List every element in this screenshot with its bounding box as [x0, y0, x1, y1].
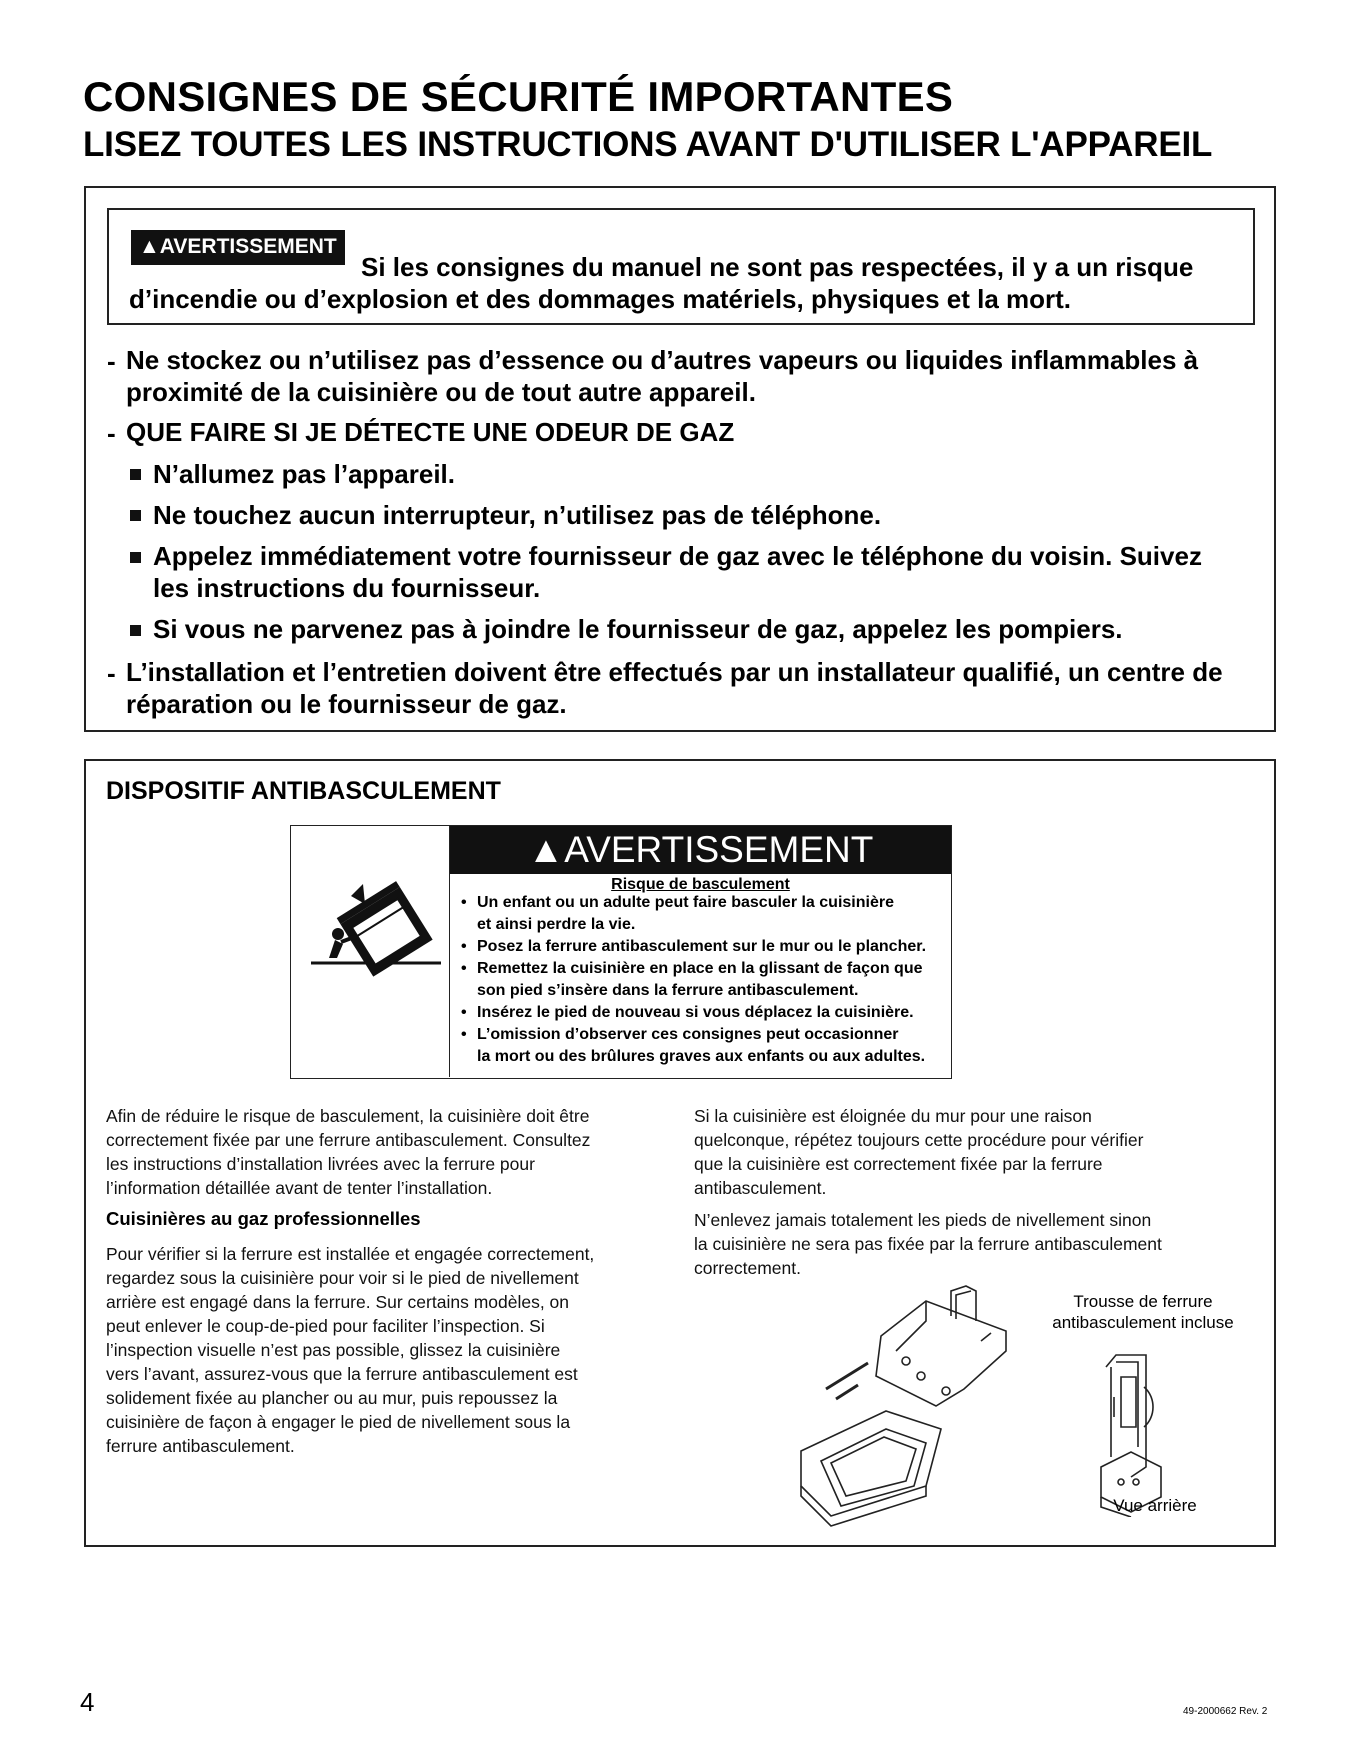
sub-item1: N’allumez pas l’appareil. [153, 459, 455, 489]
left-heading: Cuisinières au gaz professionnelles [106, 1208, 421, 1229]
square-bullet-icon [130, 510, 141, 521]
square-bullet-icon [130, 625, 141, 636]
tip-bullet: • Un enfant ou un adulte peut faire basculer la cuisinière [461, 894, 894, 911]
tip-bullet-cont: la mort ou des brûlures graves aux enfants ou aux adultes. [477, 1048, 926, 1065]
page-number: 4 [80, 1687, 95, 1717]
tip-over-illustration [291, 826, 450, 1077]
tip-bullet: • Insérez le pied de nouveau si vous déplacez la cuisinière. [461, 1004, 914, 1021]
page-subtitle: LISEZ TOUTES LES INSTRUCTIONS AVANT D'UTILISER L'APPAREIL [83, 125, 1213, 164]
warning-triangle-icon: ▲ [139, 235, 160, 258]
item3-line2: réparation ou le fournisseur de gaz. [126, 689, 567, 719]
antitip-title: DISPOSITIF ANTIBASCULEMENT [106, 777, 501, 805]
tip-bullet: • Posez la ferrure antibasculement sur le mur ou le plancher. [461, 938, 927, 955]
right-paragraph-2: N’enlevez jamais totalement les pieds de nivellement sinon la cuisinière ne sera pas fixée par la ferrure antibasculement correctement. [694, 1210, 1162, 1278]
right-paragraph-1: Si la cuisinière est éloignée du mur pour une raison quelconque, répétez toujours cette procédure pour vérifier que la cuisinière est correctement fixée par la ferrure antibasculement. [694, 1106, 1144, 1198]
tip-bullet: • L’omission d’observer ces consignes peut occasionner [461, 1026, 899, 1043]
tip-warning-subtitle: Risque de basculement [611, 876, 790, 893]
item3-line1: L’installation et l’entretien doivent être effectués par un installateur qualifié, un centre de [126, 657, 1223, 687]
tip-bullet-cont: et ainsi perdre la vie. [477, 916, 636, 933]
antitip-section [84, 759, 1276, 1547]
tip-warning-panel [290, 825, 952, 1079]
dash-bullet: - [107, 658, 116, 688]
left-paragraph-1: Afin de réduire le risque de basculement, la cuisinière doit être correctement fixée par une ferrure antibasculement. Consultez les instructions d’installation livrées avec la ferrure pour l’information détaillée avant de tenter l’installation. [106, 1106, 591, 1198]
rear-view-bracket-illustration [1086, 1347, 1176, 1517]
warning-triangle-icon: ▲ [527, 829, 565, 870]
kit-caption: Trousse de ferrure antibasculement incluse [1052, 1292, 1234, 1332]
warning-header-box [107, 208, 1255, 325]
warning-text-line2: d’incendie ou d’explosion et des dommages matériels, physiques et la mort. [129, 284, 1072, 314]
square-bullet-icon [130, 469, 141, 480]
sub-item4: Si vous ne parvenez pas à joindre le fournisseur de gaz, appelez les pompiers. [153, 614, 1123, 644]
sub-item3-line2: les instructions du fournisseur. [153, 573, 541, 603]
warning-badge: ▲AVERTISSEMENT [131, 230, 345, 265]
item1-line2: proximité de la cuisinière ou de tout autre appareil. [126, 377, 756, 407]
page-title: CONSIGNES DE SÉCURITÉ IMPORTANTES [83, 73, 954, 120]
item2: QUE FAIRE SI JE DÉTECTE UNE ODEUR DE GAZ [126, 417, 735, 447]
dash-bullet: - [107, 418, 116, 448]
dash-bullet: - [107, 346, 116, 376]
item1-line1: Ne stockez ou n’utilisez pas d’essence ou d’autres vapeurs ou liquides inflammables à [126, 345, 1199, 375]
square-bullet-icon [130, 552, 141, 563]
left-paragraph-2: Pour vérifier si la ferrure est installée et engagée correctement, regardez sous la cuisinière pour voir si le pied de nivellement arrière est engagé dans la ferrure. Sur certains modèles, on peut enlever le coup-de-pied pour faciliter l’inspection. Si l’inspection visuelle n’est pas possible, glissez la cuisinière vers l’avant, assurez-vous que la ferrure antibasculement est solidement fixée au plancher ou au mur, puis repoussez la cuisinière de façon à engager le pied de nivellement sous la ferrure antibasculement. [106, 1244, 595, 1456]
tip-bullet: • Remettez la cuisinière en place en la glissant de façon que [461, 960, 923, 977]
warning-text-line1: Si les consignes du manuel ne sont pas respectées, il y a un risque [361, 252, 1194, 282]
tipping-range-icon [291, 826, 449, 1077]
rear-view-caption: Vue arrière [1113, 1496, 1197, 1515]
document-number: 49-2000662 Rev. 2 [1183, 1706, 1268, 1717]
sub-item3-line1: Appelez immédiatement votre fournisseur de gaz avec le téléphone du voisin. Suivez [153, 541, 1202, 571]
gas-warning-section [84, 186, 1276, 732]
sub-item2: Ne touchez aucun interrupteur, n’utilisez pas de téléphone. [153, 500, 882, 530]
tip-bullet-cont: son pied s’insère dans la ferrure antibasculement. [477, 982, 859, 999]
tip-warning-header: ▲AVERTISSEMENT [450, 826, 951, 874]
